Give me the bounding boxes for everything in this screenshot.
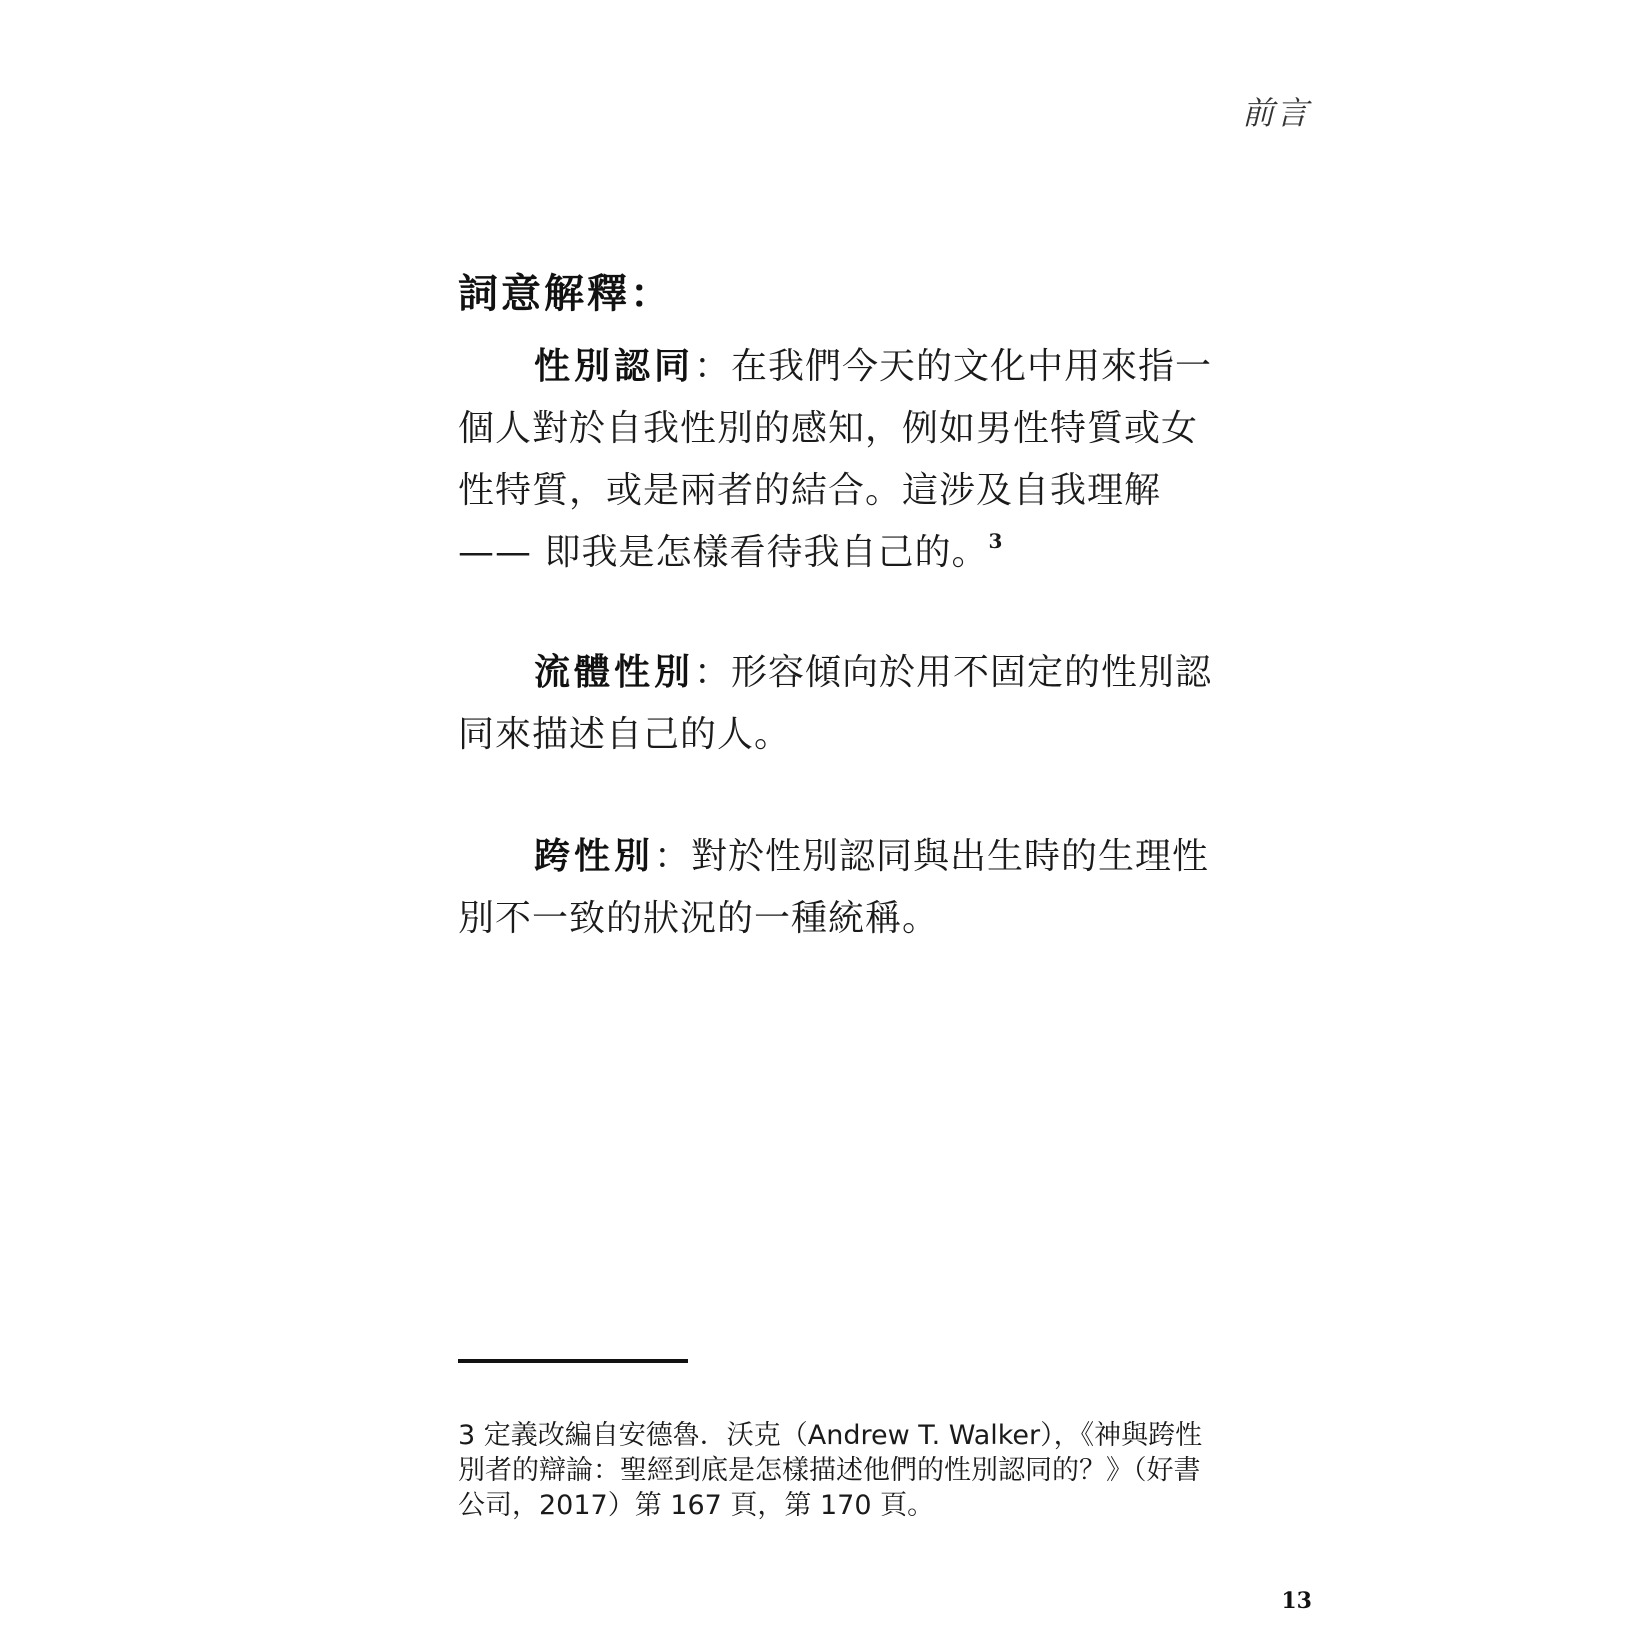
footnote-reference[interactable]: 3	[988, 529, 1004, 553]
definition-entry-transgender	[458, 826, 1224, 950]
term-separator: ：	[694, 652, 732, 693]
definition-term: 流體性別	[534, 652, 695, 693]
definition-entry-gender-identity	[458, 336, 1224, 584]
footnote	[458, 1418, 1224, 1523]
section-heading: 詞意解釋：	[458, 271, 673, 317]
definition-text: 在我們今天的文化中用來指一個人對於自我性別的感知，例如男性特質或女性特質，或是兩者的結合。這涉及自我理解 —— 即我是怎樣看待我自己的。	[458, 346, 1213, 573]
term-separator: ：	[694, 346, 732, 387]
term-separator: ：	[654, 836, 692, 877]
definition-term: 跨性別	[534, 836, 655, 877]
definition-term: 性別認同	[534, 346, 695, 387]
running-head: 前言	[1241, 94, 1310, 132]
page-number: 13	[1281, 1588, 1312, 1614]
definition-text: 形容傾向於用不固定的性別認同來描述自己的人。	[458, 652, 1213, 755]
footnote-divider	[458, 1359, 688, 1363]
footnote-text: 定義改編自安德魯．沃克（Andrew T. Walker），《神與跨性別者的辯論：聖經到底是怎樣描述他們的性別認同的？》（好書公司，2017）第 167 頁，第 170 頁。	[458, 1420, 1203, 1521]
footnote-number: 3	[458, 1420, 476, 1451]
definition-text: 對於性別認同與出生時的生理性別不一致的狀況的一種統稱。	[458, 836, 1210, 939]
definition-entry-gender-fluid	[458, 642, 1224, 766]
